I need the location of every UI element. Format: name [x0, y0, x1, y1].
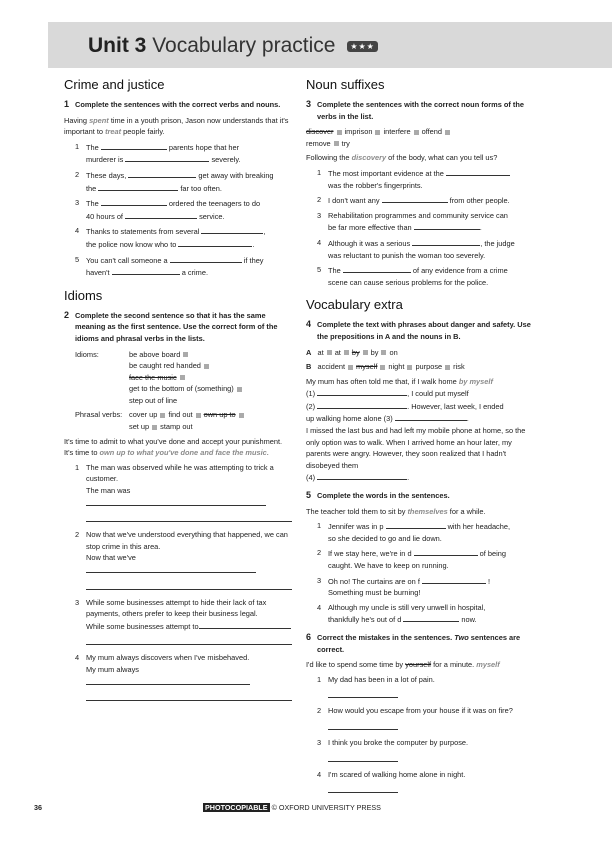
answer-line[interactable] [86, 511, 292, 522]
exercise-5-item: 3 Oh no! The curtains are on f ! Something must be burning! [317, 575, 491, 598]
exercise-3-item: 1 The most important evidence at the was the robber's fingerprints. [306, 167, 534, 191]
exercise-1-instruction: 1 Complete the sentences with the correct verbs and nouns. [64, 99, 281, 109]
answer-blank[interactable] [446, 167, 510, 176]
answer-blank[interactable] [382, 194, 448, 203]
exercise-2-item: 3 While some businesses attempt to hide their lack of tax payments, others prefer to keep their business legal. While some businesses attempt to [64, 597, 292, 650]
answer-line[interactable] [86, 690, 292, 701]
exercise-5-example: The teacher told them to sit by themselves for a while. [306, 506, 486, 516]
answer-blank[interactable] [201, 225, 263, 234]
answer-blank[interactable] [414, 547, 478, 556]
noun-list-b: B accident myself night purpose risk [306, 362, 465, 372]
exercise-2-example: It's time to admit to what you've done and accept your punishment. It's time to own up to what you've done and face the music. [64, 436, 283, 458]
phrasal-verbs-list: Phrasal verbs: cover up find out own up to set up stamp out [75, 409, 292, 432]
exercise-2-item: 4 My mum always discovers when I've misbehaved. My mum always [64, 652, 292, 705]
exercise-1-item: 2 These days, get away with breaking the far too often. [75, 169, 274, 193]
exercise-6-instruction: 6 Correct the mistakes in the sentences. Two sentences are correct. [306, 631, 521, 654]
exercise-2-item: 2 Now that we've understood everything that happened, we can stop crime in this area. Now that we've [64, 529, 292, 593]
preposition-list-a: A at at by by on [306, 347, 398, 357]
page-title [88, 34, 378, 58]
exercise-1-item: 3 The ordered the teenagers to do 40 hours of service. [75, 198, 261, 221]
exercise-1-item: 5 You can't call someone a if they haven't a crime. [75, 254, 264, 278]
answer-blank[interactable] [86, 564, 256, 573]
title-label: Vocabulary practice [152, 34, 336, 57]
section-heading-vocab-extra: Vocabulary extra [306, 297, 403, 313]
answer-blank[interactable] [86, 676, 250, 685]
answer-line[interactable] [328, 687, 398, 698]
answer-blank[interactable] [112, 266, 180, 275]
exercise-3-item: 5 The of any evidence from a crime scene can cause serious problems for the police. [317, 265, 508, 287]
answer-blank[interactable] [86, 497, 266, 506]
exercise-4-text: My mum has often told me that, if I walk home by myself (1) , I could put myself (2) . However, last week, I ended up walking home alone (3) . I missed the last bus and had left my mobile phone at home, so the only option was to walk. When I arrived home an hour later, my parents were angry. However, they soon realized that I hadn't disobeyed them (4) . [306, 376, 526, 483]
exercise-5-instruction: 5 Complete the words in the sentences. [306, 490, 450, 501]
exercise-6-item: 2 How would you escape from your house if it was on fire? [306, 705, 534, 734]
exercise-3-item: 4 Although it was a serious , the judge was reluctant to punish the woman too severely. [317, 237, 515, 260]
answer-blank[interactable] [412, 237, 480, 246]
difficulty-stars-icon: ★★★ [347, 41, 378, 52]
section-heading-nouns: Noun suffixes [306, 77, 385, 92]
answer-blank[interactable] [395, 412, 467, 421]
exercise-6-item: 1 My dad has been in a lot of pain. [306, 674, 534, 703]
exercise-3-item: 3 Rehabilitation programmes and community service can be far more effective than . [317, 210, 508, 233]
answer-line[interactable] [328, 751, 398, 762]
answer-blank[interactable] [125, 210, 197, 219]
answer-blank[interactable] [199, 620, 291, 629]
exercise-4-instruction: 4 Complete the text with phrases about danger and safety. Use the prepositions in A and the nouns in B. [306, 319, 531, 341]
answer-blank[interactable] [317, 400, 407, 409]
left-column [64, 78, 292, 708]
noun-word-list: discover imprison interfere offend remove try [306, 126, 534, 149]
exercise-6-example: I'd like to spend some time by yourself for a minute. myself [306, 660, 500, 670]
exercise-6-item: 3 I think you broke the computer by purpose. [306, 737, 534, 766]
answer-blank[interactable] [422, 575, 486, 584]
answer-blank[interactable] [98, 182, 178, 191]
exercise-6-item: 4 I'm scared of walking home alone in night. [306, 769, 534, 798]
answer-blank[interactable] [343, 264, 411, 273]
answer-blank[interactable] [178, 238, 252, 247]
unit-label: Unit 3 [88, 34, 147, 57]
answer-line[interactable] [86, 634, 292, 645]
exercise-2-item: 1 The man was observed while he was attempting to trick a customer. The man was [64, 462, 292, 526]
idioms-word-list: Idioms: be above board be caught red handed face the music get to the bottom of (something) step out of line [75, 349, 292, 407]
exercise-3-item: 2 I don't want any from other people. [317, 195, 510, 206]
exercise-2-instruction: 2 Complete the second sentence so that it has the same meaning as the first sentence. Use the correct form of the idioms and phrasal verbs in the lists. [64, 309, 278, 343]
exercise-3-instruction: 3 Complete the sentences with the correct noun forms of the verbs in the list. [306, 99, 524, 121]
right-column [306, 78, 534, 800]
answer-blank[interactable] [386, 520, 446, 529]
section-heading-crime: Crime and justice [64, 77, 165, 92]
answer-blank[interactable] [128, 169, 196, 178]
page-number: 36 [34, 803, 42, 812]
answer-blank[interactable] [403, 613, 459, 622]
exercise-1-item: 4 Thanks to statements from several , the police now know who to . [75, 226, 266, 249]
answer-line[interactable] [86, 579, 292, 590]
exercise-5-item: 4 Although my uncle is still very unwell in hospital, thankfully he's out of d now. [317, 602, 486, 625]
answer-line[interactable] [328, 782, 398, 793]
answer-blank[interactable] [317, 387, 407, 396]
section-heading-idioms: Idioms [64, 287, 103, 303]
answer-blank[interactable] [317, 471, 407, 480]
answer-blank[interactable] [125, 153, 209, 162]
copyright-notice: PHOTOCOPIABLE © OXFORD UNIVERSITY PRESS [205, 803, 381, 812]
answer-blank[interactable] [170, 254, 242, 263]
answer-line[interactable] [328, 719, 398, 730]
exercise-1-example: Having spent time in a youth prison, Jason now understands that it's important to treat people fairly. [64, 115, 289, 137]
exercise-5-item: 2 If we stay here, we're in d of being caught. We have to keep on running. [317, 548, 506, 570]
answer-blank[interactable] [101, 141, 167, 150]
exercise-3-example: Following the discovery of the body, what can you tell us? [306, 153, 498, 163]
exercise-1-item: 1 The parents hope that her murderer is severely. [75, 141, 241, 165]
exercise-5-item: 1 Jennifer was in p with her headache, so she decided to go and lie down. [317, 521, 511, 543]
answer-blank[interactable] [101, 197, 167, 206]
answer-blank[interactable] [414, 221, 480, 230]
